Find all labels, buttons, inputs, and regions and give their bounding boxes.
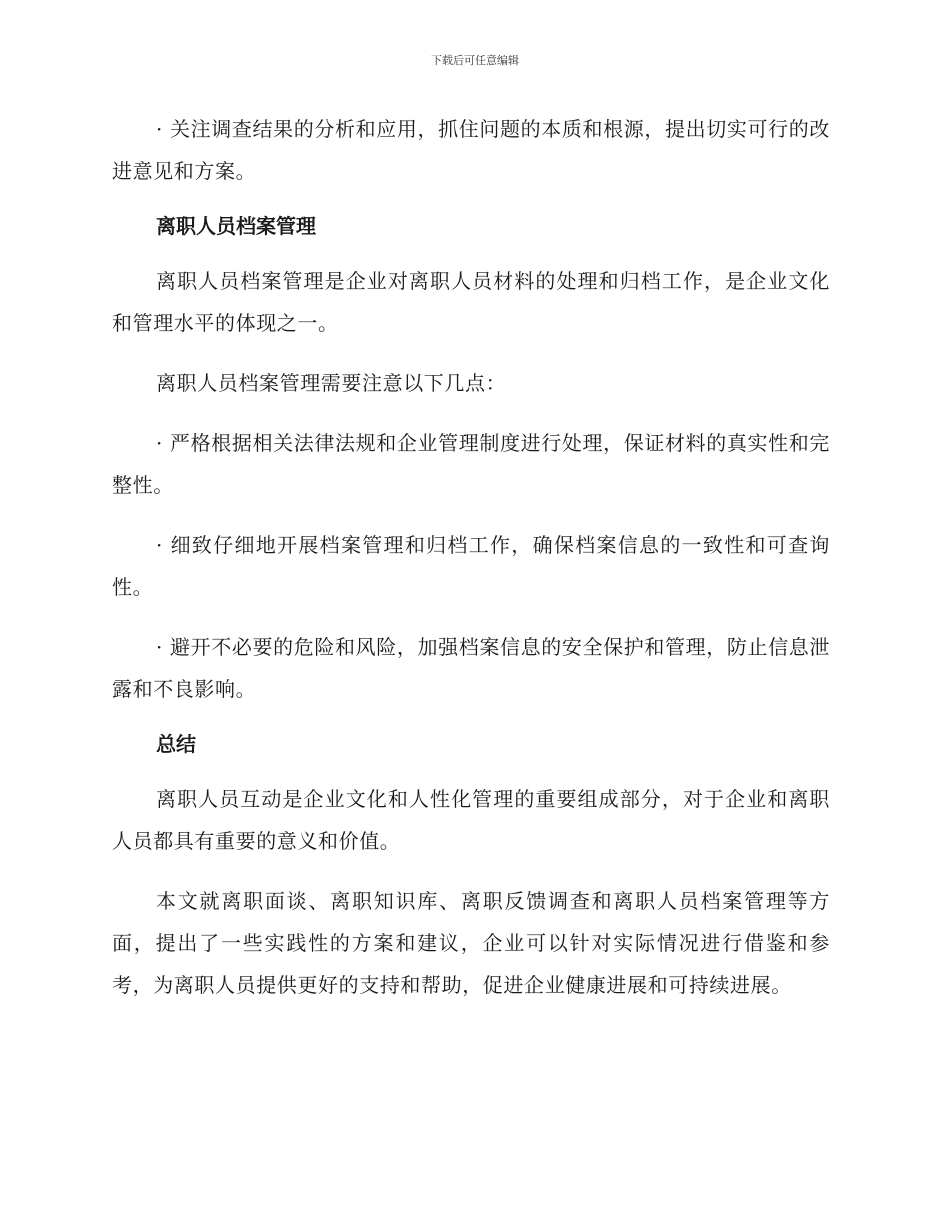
section-heading-archive-management: 离职人员档案管理	[156, 214, 316, 238]
bullet-legal-compliance: · 严格根据相关法律法规和企业管理制度进行处理，保证材料的真实性和完整性。	[112, 431, 830, 497]
paragraph-summary-recommendations: 本文就离职面谈、离职知识库、离职反馈调查和离职人员档案管理等方面，提出了一些实践性的方案和建议，企业可以针对实际情况进行借鉴和参考，为离职人员提供更好的支持和帮助，促进企业健康进展和可持续进展。	[112, 889, 830, 997]
document-body	[112, 108, 830, 1024]
section-heading-summary: 总结	[156, 732, 196, 756]
paragraph-archive-definition: 离职人员档案管理是企业对离职人员材料的处理和归档工作，是企业文化和管理水平的体现之一。	[112, 269, 830, 335]
bullet-risk-avoidance: · 避开不必要的危险和风险，加强档案信息的安全保护和管理，防止信息泄露和不良影响。	[112, 635, 830, 701]
paragraph-summary-importance: 离职人员互动是企业文化和人性化管理的重要组成部分，对于企业和离职人员都具有重要的意义和价值。	[112, 787, 830, 853]
page-header: 下载后可任意编辑	[431, 54, 519, 67]
bullet-analysis-application: · 关注调查结果的分析和应用，抓住问题的本质和根源，提出切实可行的改进意见和方案。	[112, 117, 830, 183]
bullet-careful-filing: · 细致仔细地开展档案管理和归档工作，确保档案信息的一致性和可查询性。	[112, 533, 830, 599]
paragraph-archive-notes-intro: 离职人员档案管理需要注意以下几点：	[156, 371, 507, 395]
